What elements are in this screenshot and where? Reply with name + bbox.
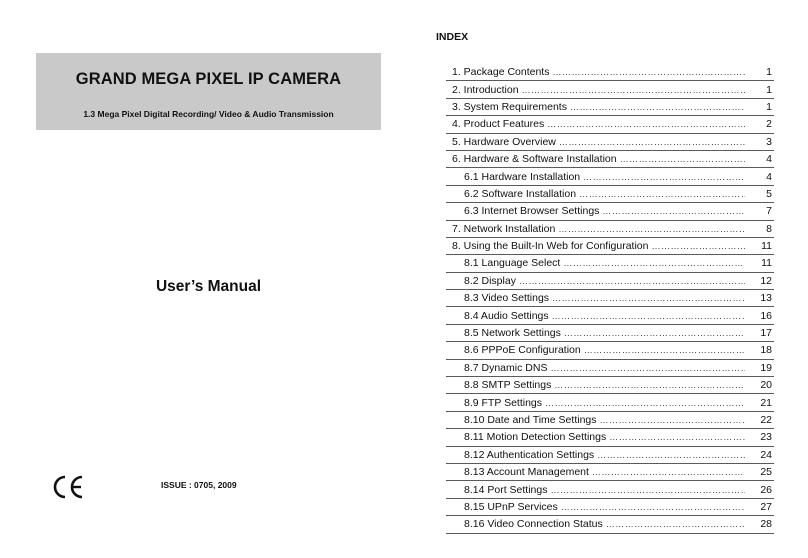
toc-entry-label: 8.1 Language Select — [464, 257, 561, 270]
toc-entry-page: 22 — [760, 414, 772, 426]
toc-entry-label: 7. Network Installation — [452, 222, 556, 235]
toc-entry-label: 3. System Requirements — [452, 100, 567, 113]
toc-entry-label: 8.8 SMTP Settings — [464, 379, 552, 392]
toc-entry[interactable] — [446, 203, 774, 220]
index-heading: INDEX — [436, 31, 469, 43]
toc-leader-dots — [522, 85, 745, 95]
toc-entry-label: 8.7 Dynamic DNS — [464, 361, 548, 374]
toc-entry-label: 8.5 Network Settings — [464, 327, 561, 340]
toc-entry-page: 8 — [766, 222, 772, 235]
product-title: GRAND MEGA PIXEL IP CAMERA — [75, 70, 342, 88]
toc-leader-dots — [550, 485, 745, 495]
toc-entry[interactable] — [446, 99, 774, 116]
toc-entry-label: 6.3 Internet Browser Settings — [464, 205, 600, 218]
cover-title-box — [36, 53, 381, 130]
toc-entry-page: 3 — [766, 135, 772, 148]
toc-entry-page: 7 — [766, 205, 772, 218]
toc-entry-label: 8.3 Video Settings — [464, 292, 550, 305]
toc-leader-dots — [554, 380, 745, 390]
toc-entry-page: 16 — [760, 309, 772, 322]
toc-leader-dots — [552, 311, 745, 321]
toc-entry-label: 6.1 Hardware Installation — [464, 170, 581, 183]
toc-leader-dots — [602, 206, 745, 216]
toc-entry-page: 1 — [766, 100, 772, 113]
toc-entry-label: 8.9 FTP Settings — [464, 396, 543, 409]
toc-leader-dots — [584, 345, 745, 355]
toc-entry-label: 1. Package Contents — [452, 66, 550, 79]
toc-leader-dots — [545, 398, 745, 408]
toc-entry-page: 21 — [760, 396, 772, 409]
toc-entry[interactable] — [446, 238, 774, 255]
toc-leader-dots — [609, 432, 745, 442]
toc-leader-dots — [552, 67, 745, 77]
toc-leader-dots — [620, 154, 745, 164]
toc-entry-label: 8.15 UPnP Services — [464, 500, 558, 513]
toc-entry-label: 8.11 Motion Detection Settings — [464, 431, 607, 444]
toc-entry-page: 4 — [766, 153, 772, 166]
toc-entry[interactable] — [446, 429, 774, 446]
toc-entry-page: 19 — [760, 361, 772, 374]
toc-entry-label: 6. Hardware & Software Installation — [452, 153, 617, 166]
toc-entry-label: 8.13 Account Management — [464, 466, 589, 479]
toc-leader-dots — [592, 467, 745, 477]
toc-entry[interactable] — [446, 342, 774, 359]
toc-leader-dots — [519, 276, 745, 286]
toc-leader-dots — [570, 102, 745, 112]
toc-leader-dots — [583, 172, 745, 182]
toc-leader-dots — [579, 189, 745, 199]
issue-date: ISSUE : 0705, 2009 — [161, 480, 237, 490]
toc-entry[interactable] — [446, 325, 774, 342]
toc-entry-label: 8.12 Authentication Settings — [464, 448, 595, 461]
toc-entry[interactable] — [446, 81, 774, 98]
toc-entry-page: 23 — [760, 431, 772, 444]
toc-leader-dots — [564, 328, 745, 338]
product-subtitle: 1.3 Mega Pixel Digital Recording/ Video & Audio Transmission — [83, 109, 334, 119]
toc-entry-page: 4 — [766, 170, 772, 183]
toc-leader-dots — [606, 519, 745, 529]
table-of-contents — [446, 64, 774, 534]
toc-entry[interactable] — [446, 168, 774, 185]
toc-entry[interactable] — [446, 464, 774, 481]
toc-entry-page: 27 — [760, 500, 772, 513]
toc-entry[interactable] — [446, 360, 774, 377]
toc-entry-page: 5 — [766, 187, 772, 200]
toc-entry-page: 11 — [761, 257, 772, 270]
toc-entry-page: 26 — [760, 483, 772, 496]
toc-entry-page: 1 — [766, 66, 772, 79]
toc-entry-label: 8.10 Date and Time Settings — [464, 414, 597, 426]
toc-leader-dots — [559, 137, 745, 147]
toc-entry[interactable] — [446, 64, 774, 81]
toc-entry-page: 20 — [760, 379, 772, 392]
toc-entry-label: 5. Hardware Overview — [452, 135, 556, 148]
toc-entry-label: 8.6 PPPoE Configuration — [464, 344, 581, 357]
toc-entry-page: 12 — [760, 274, 772, 287]
toc-entry[interactable] — [446, 394, 774, 411]
toc-entry[interactable] — [446, 134, 774, 151]
toc-leader-dots — [597, 450, 745, 460]
toc-entry[interactable] — [446, 481, 774, 498]
toc-entry[interactable] — [446, 412, 774, 429]
toc-entry-label: 6.2 Software Installation — [464, 187, 577, 200]
toc-entry-page: 24 — [760, 448, 772, 461]
toc-entry[interactable] — [446, 273, 774, 290]
toc-leader-dots — [652, 241, 746, 251]
toc-entry-label: 8.16 Video Connection Status — [464, 518, 603, 531]
toc-entry[interactable] — [446, 186, 774, 203]
toc-entry[interactable] — [446, 447, 774, 464]
toc-entry[interactable] — [446, 516, 774, 533]
toc-entry-page: 2 — [766, 118, 772, 131]
toc-entry-page: 13 — [760, 292, 772, 305]
toc-entry-page: 17 — [760, 327, 772, 340]
toc-leader-dots — [600, 415, 746, 425]
toc-entry-label: 8. Using the Built-In Web for Configuration — [452, 240, 649, 253]
toc-entry-page: 11 — [761, 240, 772, 253]
toc-entry[interactable] — [446, 151, 774, 168]
toc-entry-label: 8.14 Port Settings — [464, 483, 548, 496]
toc-leader-dots — [547, 119, 745, 129]
toc-entry-page: 18 — [760, 344, 772, 357]
toc-entry[interactable] — [446, 307, 774, 324]
toc-leader-dots — [561, 502, 745, 512]
toc-entry-page: 1 — [766, 83, 772, 96]
toc-leader-dots — [550, 363, 745, 373]
toc-leader-dots — [563, 258, 745, 268]
toc-entry-label: 8.4 Audio Settings — [464, 309, 549, 322]
toc-entry[interactable] — [446, 377, 774, 394]
toc-entry[interactable] — [446, 116, 774, 133]
manual-title: User’s Manual — [155, 278, 262, 295]
toc-entry-label: 4. Product Features — [452, 118, 545, 131]
toc-entry[interactable] — [446, 499, 774, 516]
ce-mark-icon — [50, 474, 86, 500]
toc-entry-label: 8.2 Display — [464, 274, 516, 287]
toc-leader-dots — [552, 293, 745, 303]
toc-entry[interactable] — [446, 290, 774, 307]
toc-entry-page: 28 — [760, 518, 772, 531]
toc-entry-label: 2. Introduction — [452, 83, 519, 96]
toc-leader-dots — [558, 224, 745, 234]
toc-entry[interactable] — [446, 221, 774, 238]
toc-entry[interactable] — [446, 255, 774, 272]
toc-entry-page: 25 — [760, 466, 772, 479]
